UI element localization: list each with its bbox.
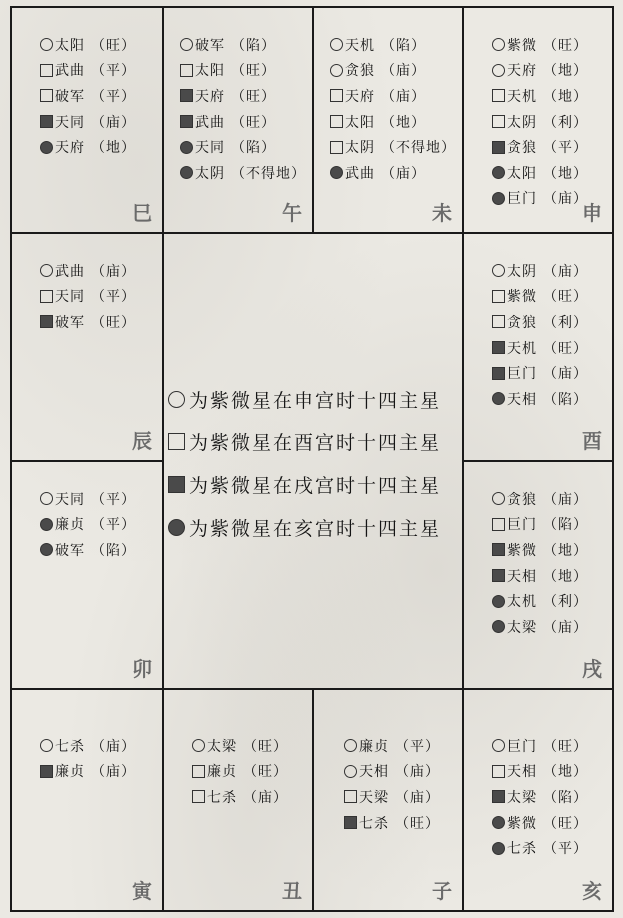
star-row bbox=[344, 759, 462, 785]
star-name: 太梁 bbox=[207, 738, 237, 755]
star-row bbox=[492, 284, 612, 310]
star-status: （地） bbox=[381, 114, 426, 131]
square-marker-icon bbox=[492, 115, 505, 128]
star-status: （旺） bbox=[543, 37, 588, 54]
star-row bbox=[344, 810, 462, 836]
star-status: （庙） bbox=[91, 764, 136, 781]
branch-label: 申 bbox=[582, 201, 602, 225]
star-name: 天机 bbox=[345, 37, 375, 54]
star-name: 天机 bbox=[507, 88, 537, 105]
star-name: 太阳 bbox=[507, 165, 537, 182]
star-row bbox=[40, 58, 162, 84]
star-status: （旺） bbox=[395, 815, 440, 832]
star-row bbox=[330, 160, 462, 186]
star-name: 七杀 bbox=[55, 738, 85, 755]
branch-label: 子 bbox=[432, 879, 452, 903]
filled-square-marker-icon bbox=[492, 569, 505, 582]
branch-label: 丑 bbox=[282, 879, 302, 903]
filled-square-marker-icon bbox=[492, 341, 505, 354]
filled-square-marker-icon bbox=[344, 816, 357, 829]
star-name: 天梁 bbox=[359, 789, 389, 806]
star-status: （庙） bbox=[243, 789, 288, 806]
circle-marker-icon bbox=[40, 492, 53, 505]
star-name: 巨门 bbox=[507, 738, 537, 755]
star-name: 太阳 bbox=[55, 37, 85, 54]
filled-square-marker-icon bbox=[492, 367, 505, 380]
star-name: 武曲 bbox=[55, 63, 85, 80]
star-status: （陷） bbox=[543, 517, 588, 534]
star-row bbox=[330, 134, 462, 160]
star-name: 武曲 bbox=[195, 114, 225, 131]
legend-text: 为紫微星在戌宫时十四主星 bbox=[189, 474, 442, 497]
star-status: （陷） bbox=[231, 37, 276, 54]
star-status: （不得地） bbox=[381, 140, 456, 157]
star-status: （平） bbox=[91, 289, 136, 306]
palace-wei bbox=[312, 6, 464, 234]
circle-marker-icon bbox=[40, 264, 53, 277]
filled-circle-marker-icon bbox=[168, 519, 185, 536]
palace-xu bbox=[462, 460, 614, 690]
star-row bbox=[180, 160, 312, 186]
star-name: 太梁 bbox=[507, 619, 537, 636]
star-name: 天相 bbox=[507, 568, 537, 585]
star-row bbox=[330, 58, 462, 84]
circle-marker-icon bbox=[344, 765, 357, 778]
star-row bbox=[180, 58, 312, 84]
star-status: （平） bbox=[91, 63, 136, 80]
star-row bbox=[40, 537, 162, 563]
filled-square-marker-icon bbox=[40, 765, 53, 778]
star-name: 贪狼 bbox=[345, 63, 375, 80]
square-marker-icon bbox=[492, 518, 505, 531]
star-status: （地） bbox=[543, 88, 588, 105]
star-row bbox=[492, 160, 612, 186]
star-status: （平） bbox=[91, 517, 136, 534]
filled-square-marker-icon bbox=[492, 543, 505, 556]
filled-circle-marker-icon bbox=[492, 842, 505, 855]
star-name: 天同 bbox=[55, 289, 85, 306]
filled-circle-marker-icon bbox=[492, 192, 505, 205]
star-name: 贪狼 bbox=[507, 140, 537, 157]
circle-marker-icon bbox=[40, 38, 53, 51]
star-status: （庙） bbox=[543, 263, 588, 280]
square-marker-icon bbox=[192, 765, 205, 778]
star-row bbox=[492, 386, 612, 412]
legend-text: 为紫微星在亥宫时十四主星 bbox=[189, 517, 442, 540]
circle-marker-icon bbox=[40, 739, 53, 752]
star-row bbox=[492, 58, 612, 84]
star-name: 廉贞 bbox=[207, 764, 237, 781]
star-row bbox=[492, 512, 612, 538]
star-status: （旺） bbox=[243, 738, 288, 755]
star-status: （旺） bbox=[231, 63, 276, 80]
filled-circle-marker-icon bbox=[492, 166, 505, 179]
star-row bbox=[192, 784, 312, 810]
star-name: 太阴 bbox=[507, 114, 537, 131]
circle-marker-icon bbox=[192, 739, 205, 752]
circle-marker-icon bbox=[330, 64, 343, 77]
star-status: （地） bbox=[543, 542, 588, 559]
star-row bbox=[180, 134, 312, 160]
filled-circle-marker-icon bbox=[180, 166, 193, 179]
star-status: （旺） bbox=[543, 815, 588, 832]
star-status: （庙） bbox=[91, 263, 136, 280]
star-status: （庙） bbox=[381, 88, 426, 105]
star-status: （平） bbox=[543, 140, 588, 157]
star-name: 武曲 bbox=[345, 165, 375, 182]
star-row bbox=[330, 32, 462, 58]
star-row bbox=[492, 83, 612, 109]
star-row bbox=[40, 512, 162, 538]
filled-square-marker-icon bbox=[180, 89, 193, 102]
star-name: 天同 bbox=[55, 491, 85, 508]
branch-label: 未 bbox=[432, 201, 452, 225]
legend-item bbox=[168, 463, 441, 506]
star-name: 武曲 bbox=[55, 263, 85, 280]
star-status: （旺） bbox=[91, 314, 136, 331]
star-name: 天相 bbox=[359, 764, 389, 781]
filled-square-marker-icon bbox=[492, 141, 505, 154]
star-status: （利） bbox=[543, 114, 588, 131]
star-status: （平） bbox=[543, 841, 588, 858]
star-name: 太阴 bbox=[507, 263, 537, 280]
filled-square-marker-icon bbox=[180, 115, 193, 128]
star-row bbox=[40, 258, 162, 284]
palace-mao bbox=[10, 460, 164, 690]
star-row bbox=[492, 109, 612, 135]
star-status: （旺） bbox=[231, 114, 276, 131]
star-name: 廉贞 bbox=[55, 764, 85, 781]
square-marker-icon bbox=[344, 790, 357, 803]
star-name: 太梁 bbox=[507, 789, 537, 806]
star-status: （陷） bbox=[381, 37, 426, 54]
star-row bbox=[40, 83, 162, 109]
circle-marker-icon bbox=[344, 739, 357, 752]
star-status: （地） bbox=[543, 165, 588, 182]
branch-label: 午 bbox=[282, 201, 302, 225]
filled-circle-marker-icon bbox=[492, 392, 505, 405]
star-name: 廉贞 bbox=[55, 517, 85, 534]
circle-marker-icon bbox=[492, 38, 505, 51]
filled-circle-marker-icon bbox=[40, 518, 53, 531]
star-status: （旺） bbox=[543, 289, 588, 306]
star-status: （旺） bbox=[543, 340, 588, 357]
square-marker-icon bbox=[192, 790, 205, 803]
star-row bbox=[492, 563, 612, 589]
star-status: （庙） bbox=[395, 789, 440, 806]
palace-chou bbox=[162, 688, 314, 912]
star-name: 太阳 bbox=[345, 114, 375, 131]
star-row bbox=[492, 537, 612, 563]
square-marker-icon bbox=[330, 89, 343, 102]
star-name: 天府 bbox=[55, 140, 85, 157]
star-row bbox=[180, 32, 312, 58]
star-name: 天相 bbox=[507, 391, 537, 408]
palace-si bbox=[10, 6, 164, 234]
star-row bbox=[492, 309, 612, 335]
star-status: （地） bbox=[91, 140, 136, 157]
star-status: （庙） bbox=[381, 63, 426, 80]
star-status: （庙） bbox=[543, 191, 588, 208]
square-marker-icon bbox=[492, 315, 505, 328]
star-status: （利） bbox=[543, 314, 588, 331]
star-name: 紫微 bbox=[507, 289, 537, 306]
star-status: （陷） bbox=[231, 140, 276, 157]
circle-marker-icon bbox=[180, 38, 193, 51]
star-name: 七杀 bbox=[507, 841, 537, 858]
square-marker-icon bbox=[40, 64, 53, 77]
branch-label: 巳 bbox=[132, 201, 152, 225]
star-row bbox=[192, 759, 312, 785]
star-row bbox=[40, 733, 162, 759]
star-name: 七杀 bbox=[207, 789, 237, 806]
star-row bbox=[192, 733, 312, 759]
square-marker-icon bbox=[168, 433, 185, 450]
star-row bbox=[492, 335, 612, 361]
star-status: （陷） bbox=[91, 542, 136, 559]
star-name: 破军 bbox=[55, 88, 85, 105]
star-row bbox=[180, 83, 312, 109]
star-row bbox=[492, 810, 612, 836]
star-row bbox=[492, 614, 612, 640]
filled-square-marker-icon bbox=[492, 790, 505, 803]
star-name: 破军 bbox=[195, 37, 225, 54]
branch-label: 戌 bbox=[582, 657, 602, 681]
star-row bbox=[492, 835, 612, 861]
circle-marker-icon bbox=[492, 64, 505, 77]
star-row bbox=[40, 284, 162, 310]
filled-square-marker-icon bbox=[40, 115, 53, 128]
palace-yin bbox=[10, 688, 164, 912]
star-status: （平） bbox=[91, 491, 136, 508]
palace-shen bbox=[462, 6, 614, 234]
branch-label: 亥 bbox=[582, 879, 602, 903]
star-name: 太阳 bbox=[195, 63, 225, 80]
square-marker-icon bbox=[492, 89, 505, 102]
star-name: 太阴 bbox=[195, 165, 225, 182]
star-name: 太阴 bbox=[345, 140, 375, 157]
star-name: 天府 bbox=[345, 88, 375, 105]
star-name: 破军 bbox=[55, 542, 85, 559]
square-marker-icon bbox=[330, 115, 343, 128]
star-row bbox=[492, 134, 612, 160]
star-name: 破军 bbox=[55, 314, 85, 331]
star-row bbox=[492, 360, 612, 386]
star-name: 贪狼 bbox=[507, 314, 537, 331]
legend-text: 为紫微星在酉宫时十四主星 bbox=[189, 432, 442, 455]
star-status: （利） bbox=[543, 594, 588, 611]
star-status: （庙） bbox=[91, 114, 136, 131]
branch-label: 卯 bbox=[132, 657, 152, 681]
circle-marker-icon bbox=[492, 264, 505, 277]
star-row bbox=[344, 733, 462, 759]
star-name: 天府 bbox=[507, 63, 537, 80]
star-status: （陷） bbox=[543, 789, 588, 806]
branch-label: 辰 bbox=[132, 429, 152, 453]
filled-circle-marker-icon bbox=[40, 543, 53, 556]
legend bbox=[168, 378, 441, 548]
star-row bbox=[492, 32, 612, 58]
star-row bbox=[40, 32, 162, 58]
square-marker-icon bbox=[40, 290, 53, 303]
circle-marker-icon bbox=[330, 38, 343, 51]
star-status: （旺） bbox=[543, 738, 588, 755]
star-name: 巨门 bbox=[507, 191, 537, 208]
star-name: 紫微 bbox=[507, 542, 537, 559]
square-marker-icon bbox=[330, 141, 343, 154]
star-row bbox=[492, 784, 612, 810]
filled-circle-marker-icon bbox=[40, 141, 53, 154]
filled-circle-marker-icon bbox=[492, 620, 505, 633]
palace-zi bbox=[312, 688, 464, 912]
filled-circle-marker-icon bbox=[180, 141, 193, 154]
square-marker-icon bbox=[492, 290, 505, 303]
star-row bbox=[180, 109, 312, 135]
palace-hai bbox=[462, 688, 614, 912]
star-name: 贪狼 bbox=[507, 491, 537, 508]
square-marker-icon bbox=[180, 64, 193, 77]
legend-item bbox=[168, 421, 441, 464]
filled-circle-marker-icon bbox=[492, 595, 505, 608]
star-row bbox=[344, 784, 462, 810]
star-status: （平） bbox=[91, 88, 136, 105]
star-row bbox=[40, 109, 162, 135]
star-name: 天相 bbox=[507, 764, 537, 781]
filled-circle-marker-icon bbox=[492, 816, 505, 829]
star-name: 紫微 bbox=[507, 815, 537, 832]
star-status: （庙） bbox=[543, 619, 588, 636]
legend-text: 为紫微星在申宫时十四主星 bbox=[189, 389, 442, 412]
star-name: 太机 bbox=[507, 594, 537, 611]
star-row bbox=[492, 759, 612, 785]
star-row bbox=[40, 134, 162, 160]
star-row bbox=[40, 486, 162, 512]
star-row bbox=[330, 109, 462, 135]
star-name: 巨门 bbox=[507, 517, 537, 534]
branch-label: 寅 bbox=[132, 879, 152, 903]
star-row bbox=[492, 588, 612, 614]
star-name: 天府 bbox=[195, 88, 225, 105]
palace-wu bbox=[162, 6, 314, 234]
circle-marker-icon bbox=[168, 391, 185, 408]
star-row bbox=[40, 309, 162, 335]
legend-item bbox=[168, 378, 441, 421]
star-name: 天同 bbox=[55, 114, 85, 131]
star-row bbox=[40, 759, 162, 785]
star-status: （庙） bbox=[91, 738, 136, 755]
star-status: （平） bbox=[395, 738, 440, 755]
star-status: （旺） bbox=[91, 37, 136, 54]
circle-marker-icon bbox=[492, 739, 505, 752]
palace-you bbox=[462, 232, 614, 462]
star-row bbox=[330, 83, 462, 109]
star-name: 天同 bbox=[195, 140, 225, 157]
filled-square-marker-icon bbox=[40, 315, 53, 328]
star-row bbox=[492, 733, 612, 759]
filled-circle-marker-icon bbox=[330, 166, 343, 179]
star-name: 紫微 bbox=[507, 37, 537, 54]
star-name: 廉贞 bbox=[359, 738, 389, 755]
star-status: （旺） bbox=[231, 88, 276, 105]
circle-marker-icon bbox=[492, 492, 505, 505]
star-status: （地） bbox=[543, 568, 588, 585]
legend-item bbox=[168, 506, 441, 549]
star-status: （地） bbox=[543, 764, 588, 781]
square-marker-icon bbox=[40, 89, 53, 102]
star-status: （庙） bbox=[395, 764, 440, 781]
star-status: （旺） bbox=[243, 764, 288, 781]
star-name: 七杀 bbox=[359, 815, 389, 832]
star-name: 天机 bbox=[507, 340, 537, 357]
star-status: （不得地） bbox=[231, 165, 306, 182]
star-name: 巨门 bbox=[507, 366, 537, 383]
filled-square-marker-icon bbox=[168, 476, 185, 493]
star-status: （庙） bbox=[381, 165, 426, 182]
star-status: （庙） bbox=[543, 491, 588, 508]
palace-chen bbox=[10, 232, 164, 462]
star-status: （地） bbox=[543, 63, 588, 80]
star-row bbox=[492, 258, 612, 284]
star-status: （庙） bbox=[543, 366, 588, 383]
square-marker-icon bbox=[492, 765, 505, 778]
star-status: （陷） bbox=[543, 391, 588, 408]
star-row bbox=[492, 486, 612, 512]
branch-label: 酉 bbox=[582, 429, 602, 453]
